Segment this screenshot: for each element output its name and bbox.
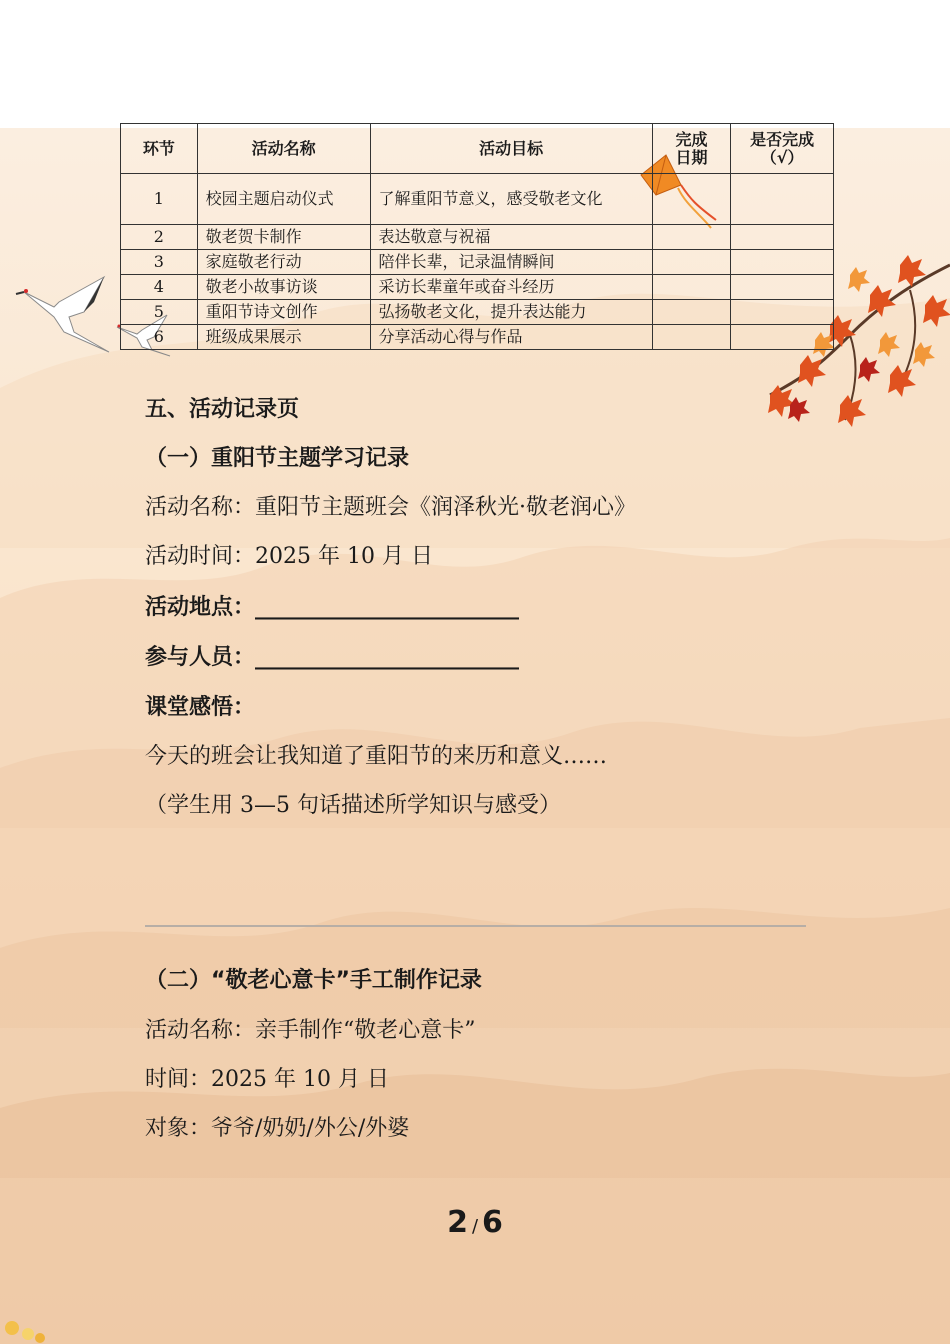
row-number: 1 (121, 174, 198, 225)
row-activity-goal: 陪伴长辈，记录温情瞬间 (370, 250, 652, 275)
header-activity-name: 活动名称 (197, 124, 370, 174)
header-completion-date (652, 124, 731, 174)
page-separator: / (471, 1216, 479, 1237)
row-activity-name: 重阳节诗文创作 (197, 300, 370, 325)
row-completed-check[interactable] (731, 250, 834, 275)
section-title: 五、活动记录页 (145, 397, 300, 422)
row-completed-check[interactable] (731, 174, 834, 225)
writing-line-divider (145, 925, 806, 927)
row-activity-goal: 分享活动心得与作品 (370, 325, 652, 350)
reflection-text: 今天的班会让我知道了重阳节的来历和意义…… (145, 744, 608, 769)
table-row (121, 300, 834, 325)
header-is-completed-line1: 是否完成 (750, 129, 815, 149)
table-row (121, 250, 834, 275)
participants-field[interactable]: 参与人员：________________________ (145, 645, 520, 670)
header-is-completed-line2: （√） (760, 147, 804, 167)
row-number: 3 (121, 250, 198, 275)
activity-place-field[interactable]: 活动地点：________________________ (145, 595, 520, 620)
subsection-title: （一）重阳节主题学习记录 (145, 446, 410, 471)
row-completed-check[interactable] (731, 225, 834, 250)
row-completion-date[interactable] (652, 225, 731, 250)
card-activity-name-line: 活动名称：亲手制作“敬老心意卡” (145, 1018, 476, 1043)
row-number: 4 (121, 275, 198, 300)
row-completed-check[interactable] (731, 325, 834, 350)
crane-icon (14, 272, 114, 357)
table-row (121, 225, 834, 250)
header-activity-goal: 活动目标 (370, 124, 652, 174)
table-header-row (121, 124, 834, 174)
row-activity-name: 校园主题启动仪式 (197, 174, 370, 225)
row-activity-name: 班级成果展示 (197, 325, 370, 350)
page-current: 2 (447, 1205, 468, 1240)
row-number: 5 (121, 300, 198, 325)
row-activity-goal: 表达敬意与祝福 (370, 225, 652, 250)
flower-icon (0, 1310, 50, 1344)
row-activity-goal: 采访长辈童年或奋斗经历 (370, 275, 652, 300)
row-completion-date[interactable] (652, 275, 731, 300)
row-completion-date[interactable] (652, 325, 731, 350)
row-completed-check[interactable] (731, 275, 834, 300)
table-row (121, 275, 834, 300)
row-activity-goal: 弘扬敬老文化，提升表达能力 (370, 300, 652, 325)
header-is-completed (731, 124, 834, 174)
row-completion-date[interactable] (652, 174, 731, 225)
reflection-label: 课堂感悟： (145, 695, 256, 720)
row-activity-name: 家庭敬老行动 (197, 250, 370, 275)
activity-name-line: 活动名称：重阳节主题班会《润泽秋光·敬老润心》 (145, 495, 636, 520)
table-row (121, 325, 834, 350)
activity-time-line: 活动时间：2025 年 10 月 日 (145, 544, 433, 569)
row-completion-date[interactable] (652, 300, 731, 325)
subsection-title: （二）“敬老心意卡”手工制作记录 (145, 968, 482, 993)
activity-schedule-table (120, 123, 834, 350)
reflection-hint: （学生用 3—5 句话描述所学知识与感受） (145, 793, 561, 818)
row-activity-goal: 了解重阳节意义，感受敬老文化 (370, 174, 652, 225)
row-completion-date[interactable] (652, 250, 731, 275)
page-number (0, 1205, 950, 1240)
table-row (121, 174, 834, 225)
card-time-line: 时间：2025 年 10 月 日 (145, 1067, 389, 1092)
header-stage: 环节 (121, 124, 198, 174)
row-activity-name: 敬老小故事访谈 (197, 275, 370, 300)
header-completion-date-line1: 完成 (675, 129, 708, 149)
page-total: 6 (482, 1205, 503, 1240)
row-completed-check[interactable] (731, 300, 834, 325)
row-number: 2 (121, 225, 198, 250)
header-completion-date-line2: 日期 (675, 147, 708, 167)
row-activity-name: 敬老贺卡制作 (197, 225, 370, 250)
row-number: 6 (121, 325, 198, 350)
card-target-line: 对象：爷爷/奶奶/外公/外婆 (145, 1116, 410, 1141)
